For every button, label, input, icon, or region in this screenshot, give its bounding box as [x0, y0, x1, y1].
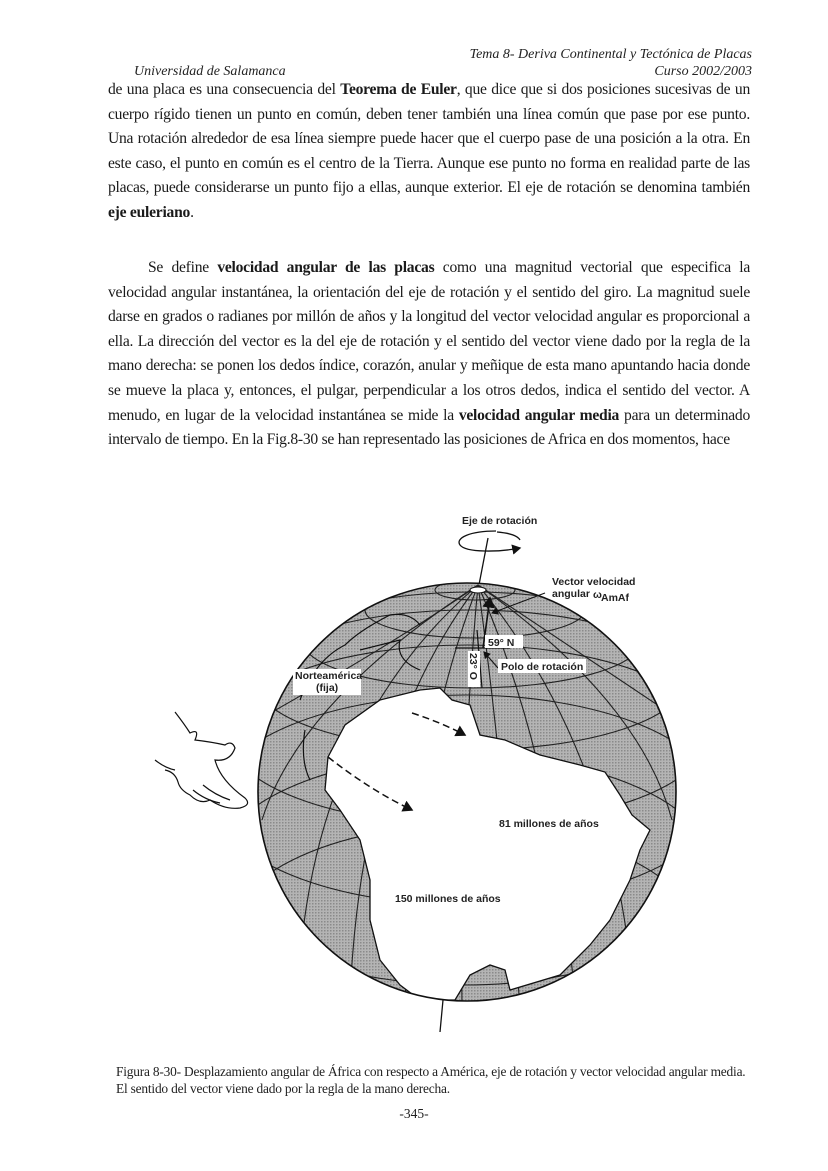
figure-globe-rotation: [140, 500, 760, 1040]
globe: [214, 580, 716, 1040]
term-euler-axis: eje euleriano: [108, 203, 191, 221]
paragraph-euler-theorem: [108, 78, 750, 226]
label-longitude: 23° O: [467, 653, 479, 680]
header-course: Curso 2002/2003: [654, 64, 752, 79]
term-angular-velocity: velocidad angular de las placas: [217, 259, 435, 276]
label-fixed: (fija): [316, 682, 339, 694]
label-omega: ω: [593, 589, 602, 601]
right-hand-icon: [155, 712, 248, 808]
rotation-arrow-icon: [459, 531, 520, 551]
figure-caption: Figura 8-30- Desplazamiento angular de África con respecto a América, eje de rotación y vector velocidad angular media. El sentido del vector viene dado por la regla de la mano derecha.: [116, 1064, 746, 1096]
label-rotation-pole: Polo de rotación: [501, 661, 584, 673]
label-150-ma: 150 millones de años: [395, 893, 501, 905]
page-number: -345-: [399, 1106, 429, 1121]
label-omega-sub: AmAf: [601, 592, 629, 604]
text-run: , que dice que si dos posiciones sucesivas de un cuerpo rígido tienen un punto en común, deben tener también una línea común que pase por ese punto. Una rotación alrededor de esa línea siempre puede hacer que el cuerpo pase de una posición a la otra. En este caso, el punto en común es el centro de la Tierra. Aunque ese punto no forma en realidad parte de las placas, puede considerarse un punto fijo a ellas, aunque exterior. El eje de rotación se denomina también: [108, 81, 750, 197]
term-euler-theorem: Teorema de Euler: [340, 81, 457, 98]
term-mean-angular-velocity: velocidad angular media: [458, 406, 620, 424]
header-institution: Universidad de Salamanca: [134, 64, 286, 79]
rotation-axis-bottom: [440, 1000, 443, 1032]
label-north-america: Norteamérica: [295, 670, 363, 682]
text-run: para un determinado intervalo de tiempo. En la Fig.8-30 se han representado las posiciones de Africa en dos momentos, hace: [108, 406, 751, 449]
paragraph-angular-velocity: [108, 256, 750, 453]
text-run: Se define: [148, 259, 218, 276]
text-run: .: [190, 203, 194, 221]
header-topic: Tema 8- Deriva Continental y Tectónica de Placas: [469, 47, 752, 62]
rotation-axis-top: [478, 538, 488, 590]
text-run: de una placa es una consecuencia del: [108, 81, 341, 98]
label-vector-1: Vector velocidad: [552, 576, 636, 588]
label-rotation-axis: Eje de rotación: [462, 515, 538, 527]
label-vector-2: angular: [552, 588, 590, 600]
label-latitude: 59° N: [488, 637, 515, 649]
label-81-ma: 81 millones de años: [499, 818, 599, 830]
text-run: como una magnitud vectorial que especifica la velocidad angular instantánea, la orientación del eje de rotación y el sentido del giro. La magnitud suele darse en grados o radianes por millón de años y la longitud del vector velocidad angular es proporcional a ella. La dirección del vector es la del eje de rotación y el sentido del vector viene dado por la regla de la mano derecha: se ponen los dedos índice, corazón, anular y meñique de esta mano apuntando hacia donde se mueve la placa y, entonces, el pulgar, perpendicular a los otros dedos, indica el sentido del vector. A menudo, en lugar de la velocidad instantánea se mide la: [108, 259, 750, 424]
